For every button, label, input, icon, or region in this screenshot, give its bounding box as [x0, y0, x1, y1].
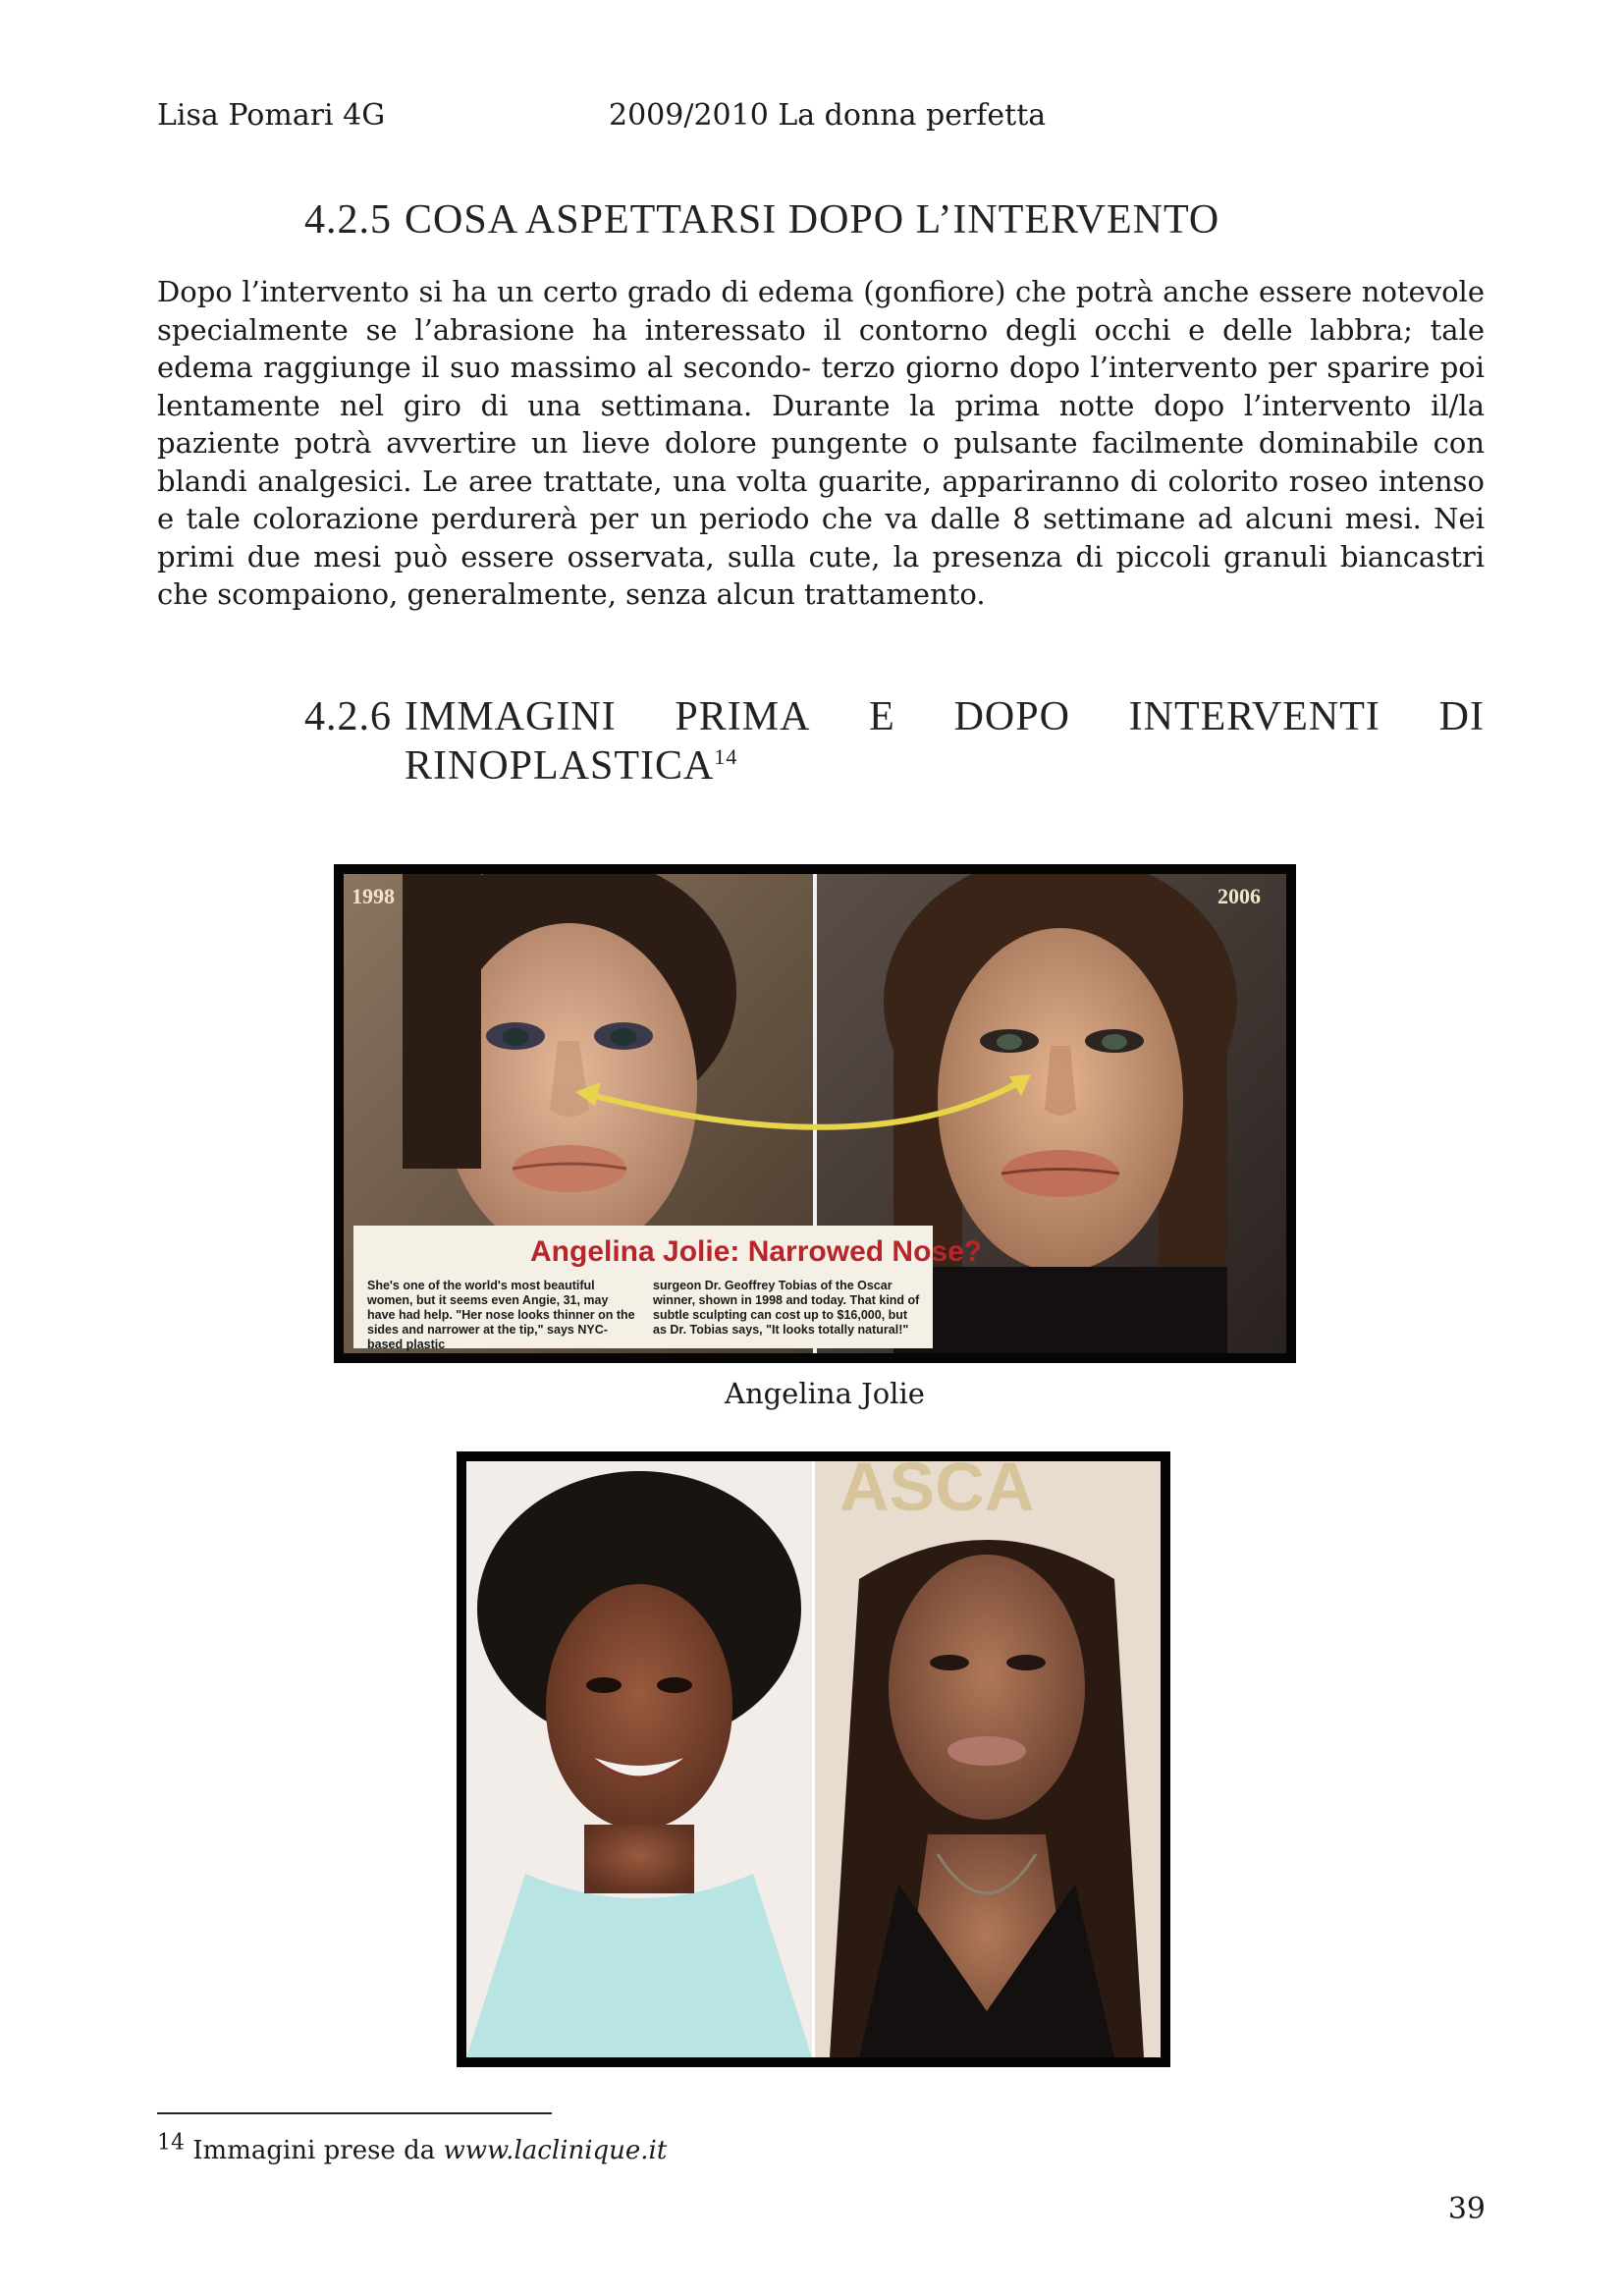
title-word: RINOPLASTICA — [405, 743, 715, 789]
title-word: DOPO — [953, 694, 1070, 739]
footnote-text: Immagini prese da — [192, 2136, 444, 2165]
footnote-reference[interactable]: 14 — [714, 744, 738, 769]
footnote-link[interactable]: www.laclinique.it — [443, 2136, 668, 2165]
footnote-separator — [157, 2112, 552, 2114]
section-426-title-line1 — [405, 691, 1485, 742]
magazine-headline: Angelina Jolie: Narrowed Nose? — [530, 1235, 983, 1268]
year-label-left: 1998 — [352, 884, 395, 908]
footnote — [157, 2130, 668, 2168]
header-author: Lisa Pomari 4G — [157, 98, 386, 133]
second-photo-illustration — [466, 1461, 1161, 2057]
section-425-paragraph: Dopo l’intervento si ha un certo grado di edema (gonfiore) che potrà anche essere notevole specialmente se l’abrasione ha interessato il contorno degli occhi e delle labbra; tale edema raggiunge il suo massimo al secondo- terzo giorno dopo l’intervento per sparire poi lentamente nel giro di una settimana. Durante la prima notte dopo l’intervento il/la paziente potrà avvertire un lieve dolore pungente o pulsante facilmente dominabile con blandi analgesici. Le aree trattate, una volta guarite, appariranno di colorito roseo intenso e tale colorazione perdurerà per un periodo che va dalle 8 settimane ad alcuni mesi. Nei primi due mesi può essere osservata, sulla cute, la presenza di piccoli granuli biancastri che scompaiono, generalmente, senza alcun trattamento. — [157, 275, 1485, 611]
title-word: IMMAGINI — [405, 694, 617, 739]
figure-caption-angelina: Angelina Jolie — [725, 1377, 925, 1410]
backdrop-lettering: ASCA — [839, 1461, 1035, 1525]
footnote-number: 14 — [157, 2130, 185, 2156]
figure-second-comparison — [457, 1451, 1170, 2067]
title-word: DI — [1438, 694, 1485, 739]
year-label-right: 2006 — [1217, 884, 1261, 908]
title-word: E — [869, 694, 895, 739]
section-426-number: 4.2.6 — [304, 694, 392, 739]
page-number: 39 — [1447, 2192, 1486, 2226]
magazine-column-left: She's one of the world's most beautiful women, but it seems even Angie, 31, may have had help. "Her nose looks thinner on the sides and narrower at the tip," says NYC-based plastic — [367, 1279, 635, 1351]
title-word: INTERVENTI — [1128, 694, 1380, 739]
title-word: PRIMA — [675, 694, 811, 739]
section-425-number: 4.2.5 — [304, 197, 392, 243]
figure-second-inner — [466, 1461, 1161, 2057]
header-title: 2009/2010 La donna perfetta — [609, 98, 1047, 133]
section-425-title: COSA ASPETTARSI DOPO L’INTERVENTO — [405, 197, 1220, 243]
magazine-column-right: surgeon Dr. Geoffrey Tobias of the Oscar winner, shown in 1998 and today. That kind of subtle sculpting can cost up to $16,000, but as Dr. Tobias says, "It looks totally natural!" — [653, 1279, 920, 1337]
figure-angelina-inner — [344, 874, 1286, 1353]
section-426-title-line2 — [405, 740, 737, 792]
figure-angelina-jolie — [334, 864, 1296, 1363]
